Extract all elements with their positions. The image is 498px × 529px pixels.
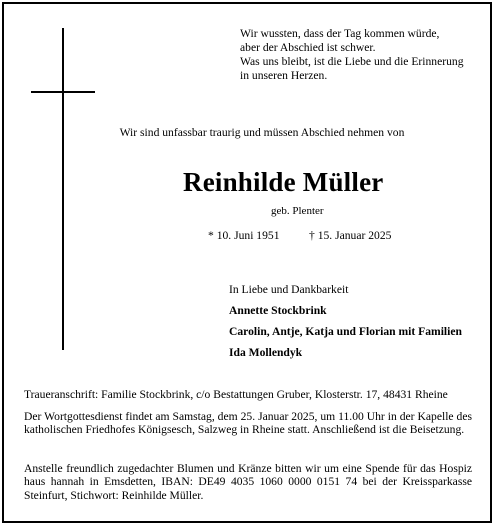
intro-text: Wir sind unfassbar traurig und müssen Abschied nehmen von <box>119 126 405 139</box>
mourners <box>229 279 462 363</box>
poem-line: in unseren Herzen. <box>240 69 328 82</box>
birth-date: * 10. Juni 1951 <box>208 229 280 242</box>
mourning-address: Traueranschrift: Familie Stockbrink, c/o Bestattungen Gruber, Klosterstr. 17, 48431 Rheine <box>24 388 448 401</box>
poem-line: aber der Abschied ist schwer. <box>240 41 376 54</box>
intro-line <box>0 126 498 139</box>
cross-horizontal-bar <box>31 91 95 93</box>
donation-info: Anstelle freundlich zugedachter Blumen und Kränze bitten wir um eine Spende für das Hospiz haus hannah in Emsdetten, IBAN: DE49 4035 1060 0000 0151 74 bei der Kreissparkasse Steinfurt, Stichwort: Reinhilde Müller. <box>24 462 472 502</box>
poem <box>240 27 464 83</box>
poem-line: Was uns bleibt, ist die Liebe und die Erinnerung <box>240 55 464 68</box>
mourner-name: Annette Stockbrink <box>229 304 327 317</box>
deceased-name: Reinhilde Müller <box>183 167 384 197</box>
maiden-name: geb. Plenter <box>271 205 324 217</box>
poem-line: Wir wussten, dass der Tag kommen würde, <box>240 27 440 40</box>
service-info: Der Wortgottesdienst findet am Samstag, dem 25. Januar 2025, um 11.00 Uhr in der Kapelle des katholischen Friedhofes Königsesch, Salzweg in Rheine statt. Anschließend ist die Beisetzung. <box>24 410 472 437</box>
cross-vertical-bar <box>62 28 64 350</box>
mourner-name: Carolin, Antje, Katja und Florian mit Familien <box>229 325 462 338</box>
mourner-name: Ida Mollendyk <box>229 346 303 359</box>
mourners-heading: In Liebe und Dankbarkeit <box>229 283 349 296</box>
death-date: † 15. Januar 2025 <box>309 229 392 242</box>
